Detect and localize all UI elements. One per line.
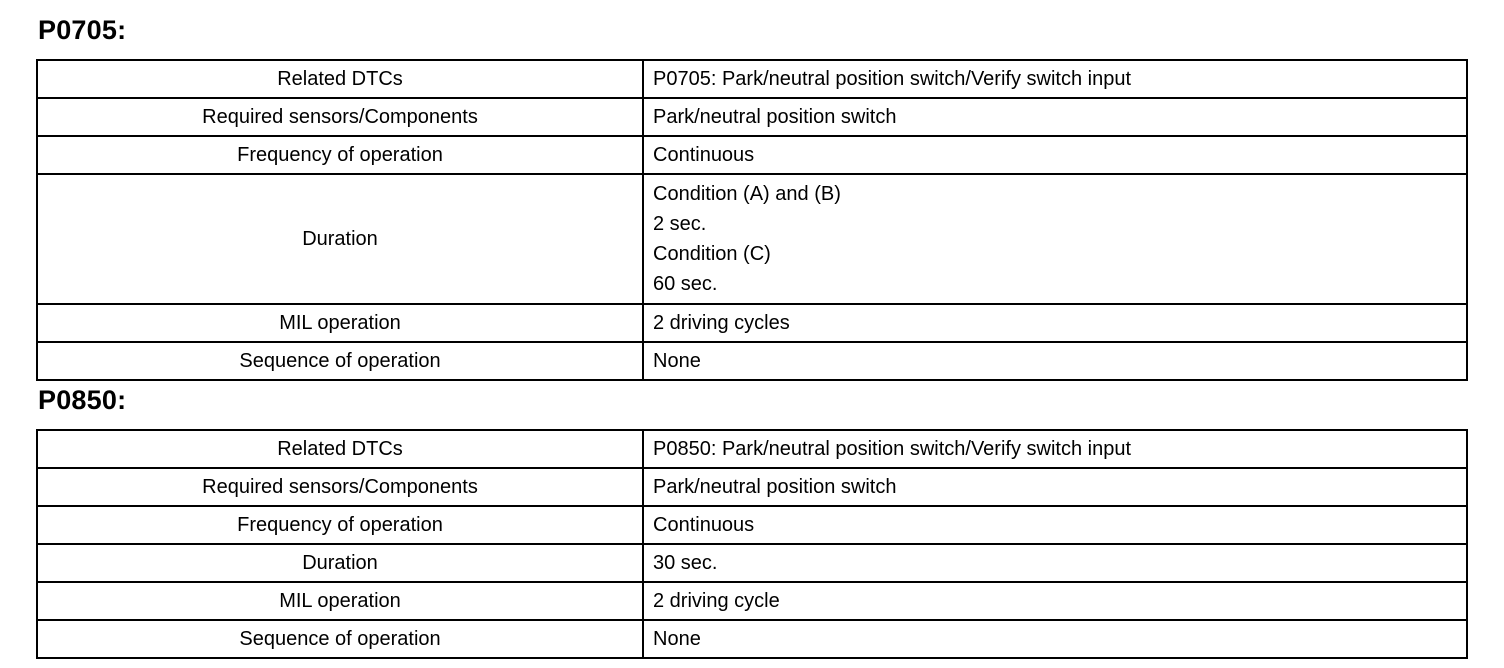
spec-table-p0705 [36, 59, 1468, 381]
row-value: None [643, 620, 1467, 658]
table-row [37, 342, 1467, 380]
row-label: Related DTCs [37, 430, 643, 468]
row-label: Duration [37, 174, 643, 304]
table-row [37, 60, 1467, 98]
row-label: Required sensors/Components [37, 98, 643, 136]
table-row [37, 174, 1467, 304]
duration-line: 2 sec. [653, 213, 707, 235]
spec-table-p0850 [36, 429, 1468, 659]
table-row [37, 430, 1467, 468]
table-row [37, 506, 1467, 544]
section-title-p0850: P0850: [38, 385, 127, 415]
table-row [37, 468, 1467, 506]
row-value: 2 driving cycles [643, 304, 1467, 342]
row-value: P0850: Park/neutral position switch/Verify switch input [643, 430, 1467, 468]
table-row [37, 136, 1467, 174]
row-label: Sequence of operation [37, 620, 643, 658]
table-row [37, 544, 1467, 582]
row-label: Related DTCs [37, 60, 643, 98]
row-value: Continuous [643, 506, 1467, 544]
row-value-multiline [643, 174, 1467, 304]
row-value: None [643, 342, 1467, 380]
table-row [37, 582, 1467, 620]
table-row [37, 98, 1467, 136]
row-value: Park/neutral position switch [643, 98, 1467, 136]
row-label: Frequency of operation [37, 506, 643, 544]
table-row [37, 304, 1467, 342]
row-label: Frequency of operation [37, 136, 643, 174]
duration-line: 60 sec. [653, 273, 718, 295]
duration-line: Condition (C) [653, 243, 771, 265]
row-value: 2 driving cycle [643, 582, 1467, 620]
row-value: Continuous [643, 136, 1467, 174]
row-value: P0705: Park/neutral position switch/Verify switch input [643, 60, 1467, 98]
row-value: 30 sec. [643, 544, 1467, 582]
table-row [37, 620, 1467, 658]
section-title-p0705: P0705: [38, 15, 127, 45]
row-label: MIL operation [37, 304, 643, 342]
row-value: Park/neutral position switch [643, 468, 1467, 506]
row-label: Sequence of operation [37, 342, 643, 380]
duration-line: Condition (A) and (B) [653, 183, 841, 205]
row-label: Required sensors/Components [37, 468, 643, 506]
row-label: MIL operation [37, 582, 643, 620]
row-label: Duration [37, 544, 643, 582]
